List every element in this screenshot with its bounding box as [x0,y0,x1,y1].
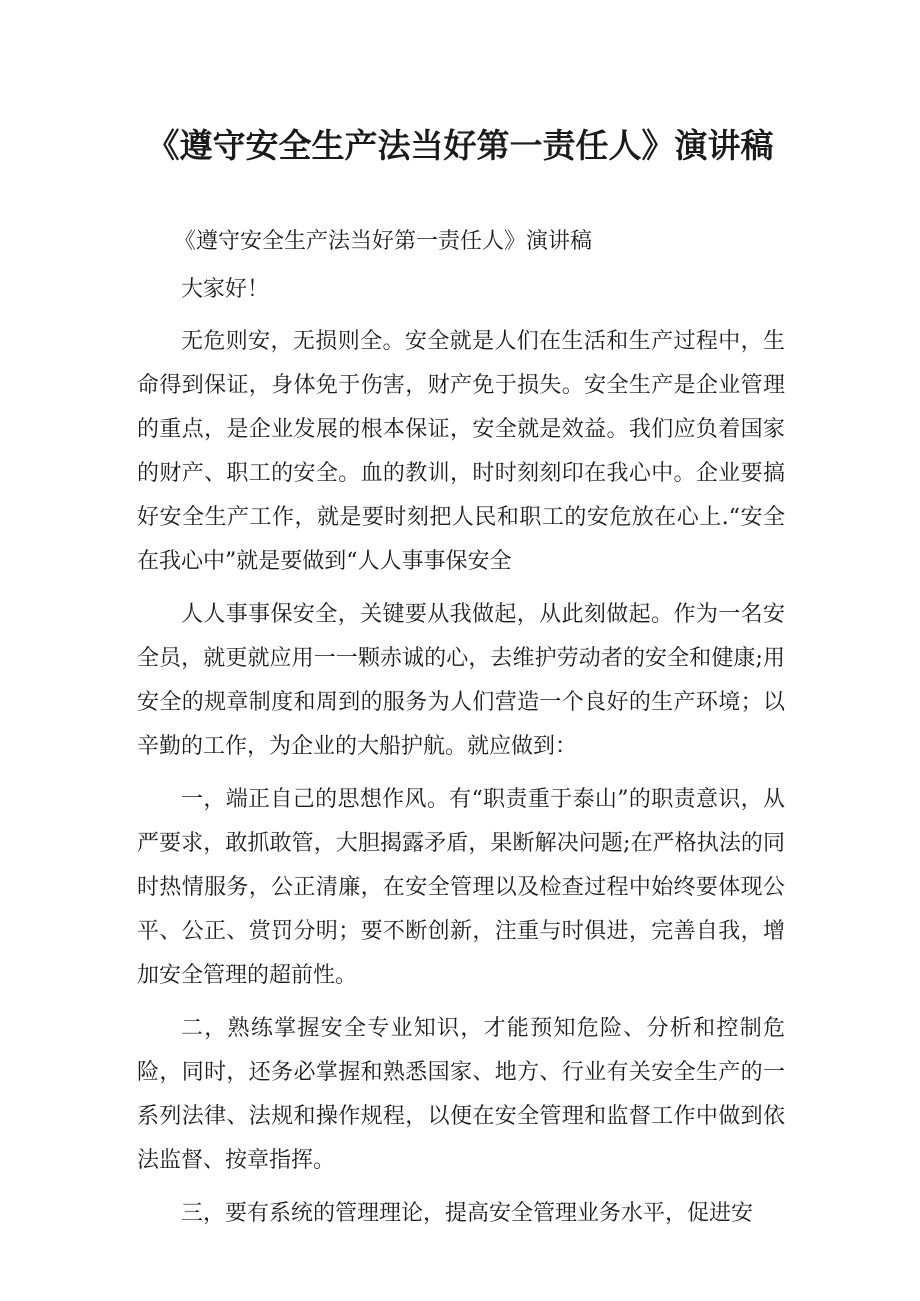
paragraph-5: 三，要有系统的管理理论，提高安全管理业务水平，促进安 [181,1201,754,1226]
document-body [137,220,785,1236]
paragraph-3: 一，端正自己的思想作风。有“职责重于泰山”的职责意识，从严要求，敢抓敢管，大胆揭露矛盾，果断解决问题;在严格执法的同时热情服务，公正清廉，在安全管理以及检查过程中始终要体现公平、公正、赏罚分明；要不断创新，注重与时俱进，完善自我，增加安全管理的超前性。 [137,787,785,988]
paragraph-1: 无危则安，无损则全。安全就是人们在生活和生产过程中，生命得到保证，身体免于伤害，财产免于损失。安全生产是企业管理的重点，是企业发展的根本保证，安全就是效益。我们应负着国家的财产、职工的安全。血的教训，时时刻刻印在我心中。企业要搞好安全生产工作，就是要时刻把人民和职工的安危放在心上.“安全在我心中”就是要做到“人人事事保安全 [137,329,785,574]
greeting: 大家好！ [181,277,270,302]
document-subtitle: 《遵守安全生产法当好第一责任人》演讲稿 [174,229,593,254]
paragraph-4: 二，熟练掌握安全专业知识，才能预知危险、分析和控制危险，同时，还务必掌握和熟悉国家、地方、行业有关安全生产的一系列法律、法规和操作规程，以便在安全管理和监督工作中做到依法监督、按章指挥。 [137,1016,785,1173]
document-title: 《遵守安全生产法当好第一责任人》演讲稿 [146,126,774,165]
paragraph-2: 人人事事保安全，关键要从我做起，从此刻做起。作为一名安全员，就更就应用一一颗赤诚的心，去维护劳动者的安全和健康;用安全的规章制度和周到的服务为人们营造一个良好的生产环境；以辛勤的工作，为企业的大船护航。就应做到： [137,602,785,759]
